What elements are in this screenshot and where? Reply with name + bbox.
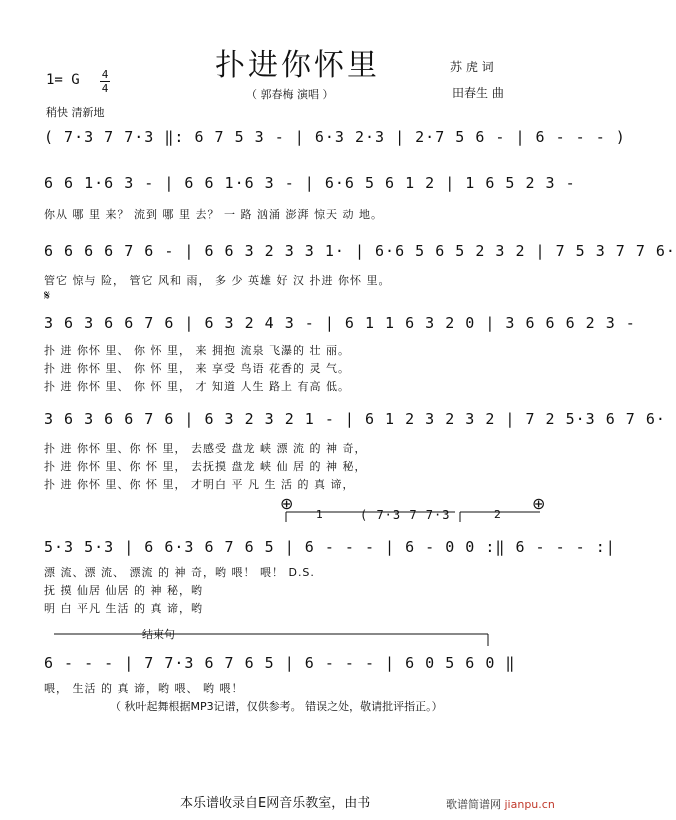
score-line-intro: ( 7·3 7 7·3 ‖: 6 7 5 3 - | 6·3 2·3 | 2·7 5 6 - | 6 - - - ) bbox=[44, 128, 626, 146]
lyric-line-4b: 扑 进 你怀 里、你 怀 里， 去抚摸 盘龙 峡 仙 居 的 神 秘， bbox=[44, 460, 367, 473]
score-line-5: 5·3 5·3 | 6 6·3 6 7 6 5 | 6 - - - | 6 - 0 0 :‖ 6 - - - :| bbox=[44, 538, 616, 556]
watermark-text: 歌谱简谱网 bbox=[446, 798, 501, 811]
watermark-url: jianpu.cn bbox=[504, 798, 555, 811]
composer-credit: 田春生 曲 bbox=[452, 86, 504, 100]
lyric-line-3c: 扑 进 你怀 里、 你 怀 里， 才 知道 人生 路上 有高 低。 bbox=[44, 380, 350, 393]
score-line-3: 3 6 3 6 6 7 6 | 6 3 2 4 3 - | 6 1 1 6 3 2 0 | 3 6 6 6 2 3 - bbox=[44, 314, 636, 332]
lyricist-credit: 苏 虎 词 bbox=[450, 60, 494, 74]
lyric-line-2: 管它 惊与 险， 管它 风和 雨， 多 少 英雄 好 汉 扑进 你怀 里。 bbox=[44, 274, 391, 287]
singer-credit: （ 郭春梅 演唱 ） bbox=[246, 88, 334, 101]
lyric-line-3b: 扑 进 你怀 里、 你 怀 里， 来 享受 鸟语 花香的 灵 气。 bbox=[44, 362, 350, 375]
song-title: 扑进你怀里 bbox=[215, 48, 380, 83]
lyric-line-4c: 扑 进 你怀 里、你 怀 里， 才明白 平 凡 生 活 的 真 谛， bbox=[44, 478, 355, 491]
score-line-ending: 6 - - - | 7 7·3 6 7 6 5 | 6 - - - | 6 0 5 6 0 ‖ bbox=[44, 654, 516, 672]
lyric-line-4a: 扑 进 你怀 里、你 怀 里， 去感受 盘龙 峡 漂 流 的 神 奇， bbox=[44, 442, 367, 455]
transcription-note: （ 秋叶起舞根据MP3记谱，仅供参考。 错误之处，敬请批评指正。） bbox=[110, 700, 443, 713]
source-footer: 本乐谱收录自E网音乐教室，由书 bbox=[180, 796, 371, 811]
tempo-marking: 稍快 清新地 bbox=[46, 106, 105, 119]
score-line-2: 6 6 6 6 7 6 - | 6 6 3 2 3 3 1· | 6·6 5 6 5 2 3 2 | 7 5 3 7 7 6· bbox=[44, 242, 676, 260]
lyric-line-5a: 漂 流、漂 流、 漂流 的 神 奇，哟 喂！ 喂！ D.S. bbox=[44, 566, 315, 579]
lyric-line-5b: 抚 摸 仙居 仙居 的 神 秘，哟 bbox=[44, 584, 203, 597]
volta-2-label: 2 bbox=[494, 508, 501, 521]
lyric-line-1: 你从 哪 里 来？ 流到 哪 里 去？ 一 路 汹涌 澎湃 惊天 动 地。 bbox=[44, 208, 383, 221]
ending-label: 结束句 bbox=[142, 628, 175, 641]
time-signature-bottom: 4 bbox=[101, 82, 109, 95]
volta-intro-notes: ( 7·3 7 7·3 bbox=[360, 508, 451, 522]
coda-sign-2: ⊕ bbox=[532, 494, 546, 513]
volta-1-label: 1 bbox=[316, 508, 323, 521]
key-signature: 1= G bbox=[46, 72, 80, 88]
score-line-1: 6 6 1·6 3 - | 6 6 1·6 3 - | 6·6 5 6 1 2 | 1 6 5 2 3 - bbox=[44, 174, 576, 192]
coda-sign-1: ⊕ bbox=[280, 494, 294, 513]
score-line-4: 3 6 3 6 6 7 6 | 6 3 2 3 2 1 - | 6 1 2 3 2 3 2 | 7 2 5·3 6 7 6· bbox=[44, 410, 666, 428]
time-signature-top: 4 bbox=[101, 68, 109, 81]
lyric-line-5c: 明 白 平凡 生活 的 真 谛，哟 bbox=[44, 602, 203, 615]
lyric-line-ending: 喂， 生活 的 真 谛，哟 喂、 哟 喂！ bbox=[44, 682, 244, 695]
segno-sign: 𝄋 bbox=[44, 288, 51, 304]
lyric-line-3a: 扑 进 你怀 里、 你 怀 里， 来 拥抱 流泉 飞瀑的 壮 丽。 bbox=[44, 344, 350, 357]
